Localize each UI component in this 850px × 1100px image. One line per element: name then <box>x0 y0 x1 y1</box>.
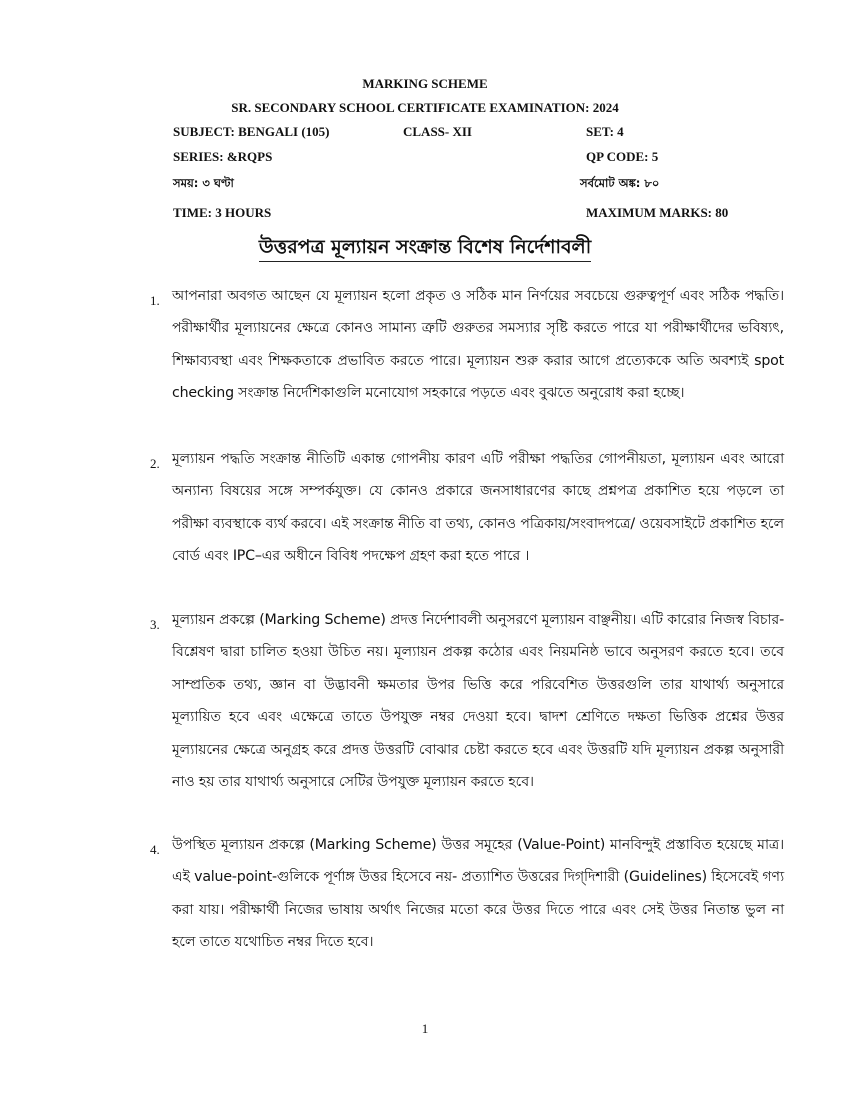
marking-scheme-title: MARKING SCHEME <box>362 76 488 91</box>
item-1-text: আপনারা অবগত আছেন যে মূল্যায়ন হলো প্রকৃত ও সঠিক মান নির্ণয়ের সবচেয়ে গুরুত্বপূর্ণ এবং সঠিক পদ্ধতি। পরীক্ষার্থীর মূল্যায়নের ক্ষেত্রে কোনও সামান্য ত্রুটি গুরুতর সমস্যার সৃষ্টি করতে পারে যা পরীক্ষার্থীদের ভবিষ্যৎ, শিক্ষাব্যবস্থা এবং শিক্ষকতাকে প্রভাবিত করতে পারে। মূল্যায়ন শুরু করার আগে প্রত্যেককে অতি অবশ্যই spot checking সংক্রান্ত নির্দেশিকাগুলি মনোযোগ সহকারে পড়তে এবং বুঝতে অনুরোধ করা হচ্ছে। <box>172 288 784 402</box>
max-marks-english: MAXIMUM MARKS: 80 <box>586 205 729 220</box>
item-3-text: মূল্যায়ন প্রকল্পে (Marking Scheme) প্রদত্ত নির্দেশাবলী অনুসরণে মূল্যায়ন বাঞ্ছনীয়। এটি কারোর নিজস্ব বিচার-বিশ্লেষণ দ্বারা চালিত হওয়া উচিত নয়। মূল্যায়ন প্রকল্প কঠোর এবং নিয়মনিষ্ঠ ভাবে অনুসরণ করতে হবে। তবে সাম্প্রতিক তথ্য, জ্ঞান বা উদ্ভাবনী ক্ষমতার উপর ভিত্তি করে পরিবেশিত উত্তরগুলি তার যাথার্থ্য অনুসারে মূল্যায়িত হবে এবং এক্ষেত্রে তাতে উপযুক্ত নম্বর দেওয়া হবে। দ্বাদশ শ্রেণিতে দক্ষতা ভিত্তিক প্রশ্নের উত্তর মূল্যায়নের ক্ষেত্রে অনুগ্রহ করে প্রদত্ত উত্তরটি বোঝার চেষ্টা করতে হবে এবং উত্তরটি যদি মূল্যায়ন প্রকল্প অনুসারী নাও হয় তার যাথার্থ্য অনুসারে সেটির উপযুক্ত মূল্যায়ন করতে হবে। <box>172 612 784 791</box>
series-label: SERIES: &RQPS <box>173 149 273 164</box>
time-bengali: সময়: ৩ ঘণ্টা <box>173 176 234 190</box>
instructions-heading <box>0 233 850 265</box>
item-1-number: 1. <box>150 293 160 308</box>
item-2-number: 2. <box>150 456 160 471</box>
item-4-text: উপস্থিত মূল্যায়ন প্রকল্পে (Marking Scheme) উত্তর সমূহের (Value-Point) মানবিন্দুই প্রস্তাবিত হয়েছে মাত্র। এই value-point-গুলিকে পূর্ণাঙ্গ উত্তর হিসেবে নয়- প্রত্যাশিত উত্তরের দিগ্‌দিশারী (Guidelines) হিসেবেই গণ্য করা যায়। পরীক্ষার্থী নিজের ভাষায় অর্থাৎ নিজের মতো করে উত্তর দিতে পারে এবং সেই উত্তর নিতান্ত ভুল না হলে তাতে যথোচিত নম্বর দিতে হবে। <box>172 837 784 951</box>
set-label: SET: 4 <box>586 124 624 139</box>
item-4-number: 4. <box>150 842 160 857</box>
item-2-text: মূল্যায়ন পদ্ধতি সংক্রান্ত নীতিটি একান্ত গোপনীয় কারণ এটি পরীক্ষা পদ্ধতির গোপনীয়তা, মূল্যায়ন এবং আরো অন্যান্য বিষয়ের সঙ্গে সম্পর্কযুক্ত। যে কোনও প্রকারে জনসাধারণের কাছে প্রশ্নপত্র প্রকাশিত হয়ে পড়লে তা পরীক্ষা ব্যবস্থাকে ব্যর্থ করবে। এই সংক্রান্ত নীতি বা তথ্য, কোনও পত্রিকায়/সংবাদপত্রে/ ওয়েবসাইটে প্রকাশিত হলে বোর্ড এবং IPC–এর অধীনে বিবিধ পদক্ষেপ গ্রহণ করা হতে পারে । <box>172 451 784 565</box>
time-english: TIME: 3 HOURS <box>173 205 272 220</box>
page-number: 1 <box>421 1021 429 1036</box>
item-3-number: 3. <box>150 617 160 632</box>
instructions-heading-text: উত্তরপত্র মূল্যায়ন সংক্রান্ত বিশেষ নির্দেশাবলী <box>259 236 591 262</box>
qp-code-label: QP CODE: 5 <box>586 149 659 164</box>
exam-title: SR. SECONDARY SCHOOL CERTIFICATE EXAMINATION: 2024 <box>231 100 619 115</box>
class-label: CLASS- XII <box>403 124 472 139</box>
subject-label: SUBJECT: BENGALI (105) <box>173 124 330 139</box>
marks-bengali: সর্বমোট অঙ্ক: ৮০ <box>580 176 660 190</box>
